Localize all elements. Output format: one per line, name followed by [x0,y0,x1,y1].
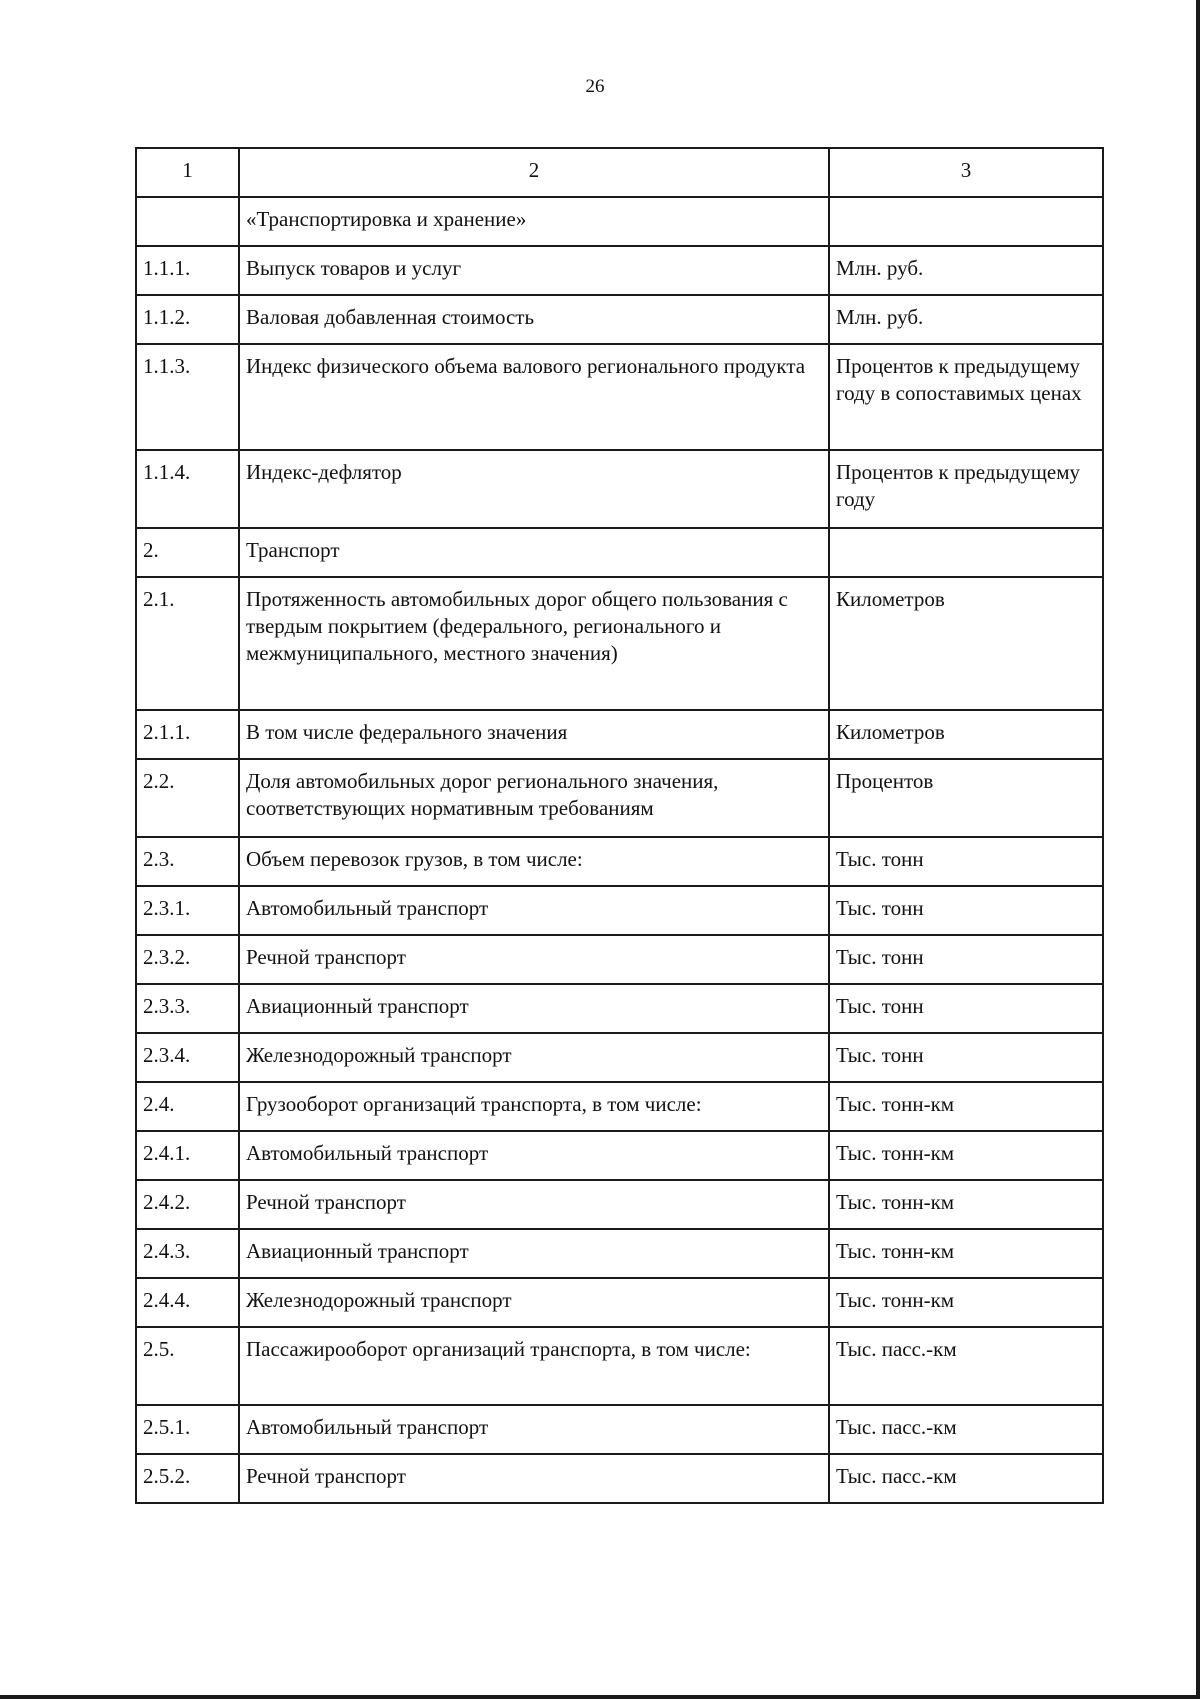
row-number: 2.3.2. [136,935,239,984]
row-number: 2.5. [136,1327,239,1405]
indicators-table [135,147,1104,1504]
row-indicator: Грузооборот организаций транспорта, в том числе: [239,1082,829,1131]
row-indicator: Валовая добавленная стоимость [239,295,829,344]
row-unit: Тыс. тонн [829,1033,1103,1082]
table-row [136,1180,1103,1229]
row-unit: Тыс. пасс.-км [829,1454,1103,1503]
table-row [136,1405,1103,1454]
table-row [136,984,1103,1033]
row-indicator: Протяженность автомобильных дорог общего пользования с твердым покрытием (федерального, регионального и межмуниципального, местного значения) [239,577,829,710]
row-indicator: Автомобильный транспорт [239,1131,829,1180]
row-unit: Тыс. тонн [829,886,1103,935]
row-indicator: Выпуск товаров и услуг [239,246,829,295]
row-number: 2.1.1. [136,710,239,759]
row-indicator: Индекс-дефлятор [239,450,829,528]
row-unit: Процентов [829,759,1103,837]
table-row [136,1327,1103,1405]
table-row [136,1454,1103,1503]
table-row [136,246,1103,295]
row-unit: Километров [829,577,1103,710]
row-indicator: «Транспортировка и хранение» [239,197,829,246]
row-number: 2.5.2. [136,1454,239,1503]
table-row [136,837,1103,886]
row-unit: Тыс. пасс.-км [829,1405,1103,1454]
row-unit: Километров [829,710,1103,759]
table-row [136,710,1103,759]
row-number: 1.1.1. [136,246,239,295]
table-row [136,450,1103,528]
row-unit: Процентов к предыдущему году в сопоставимых ценах [829,344,1103,450]
table-header-row [136,148,1103,197]
row-number: 2. [136,528,239,577]
row-unit: Тыс. тонн [829,984,1103,1033]
row-unit: Тыс. тонн-км [829,1082,1103,1131]
row-unit: Тыс. тонн-км [829,1131,1103,1180]
row-indicator: Пассажирооборот организаций транспорта, в том числе: [239,1327,829,1405]
row-unit: Тыс. тонн [829,837,1103,886]
page-number: 26 [585,76,605,97]
row-number [136,197,239,246]
table-row [136,1033,1103,1082]
row-number: 2.4.2. [136,1180,239,1229]
row-indicator: В том числе федерального значения [239,710,829,759]
row-indicator: Доля автомобильных дорог регионального значения, соответствующих нормативным требованиям [239,759,829,837]
table-row [136,1278,1103,1327]
header-col-2: 2 [239,148,829,197]
header-col-3: 3 [829,148,1103,197]
row-number: 2.5.1. [136,1405,239,1454]
row-indicator: Объем перевозок грузов, в том числе: [239,837,829,886]
table-row [136,1082,1103,1131]
row-number: 2.4.1. [136,1131,239,1180]
row-unit: Тыс. тонн-км [829,1180,1103,1229]
table-body [136,148,1103,1503]
row-indicator: Железнодорожный транспорт [239,1278,829,1327]
row-indicator: Речной транспорт [239,1454,829,1503]
table-row [136,886,1103,935]
row-indicator: Речной транспорт [239,1180,829,1229]
table-row [136,295,1103,344]
row-number: 2.1. [136,577,239,710]
table-row [136,197,1103,246]
row-number: 1.1.3. [136,344,239,450]
row-indicator: Авиационный транспорт [239,1229,829,1278]
row-number: 2.4.4. [136,1278,239,1327]
row-unit: Тыс. тонн-км [829,1229,1103,1278]
row-unit: Млн. руб. [829,246,1103,295]
row-number: 2.4.3. [136,1229,239,1278]
row-number: 2.2. [136,759,239,837]
table-row [136,344,1103,450]
row-number: 2.3.4. [136,1033,239,1082]
row-number: 1.1.2. [136,295,239,344]
table-row [136,577,1103,710]
row-indicator: Железнодорожный транспорт [239,1033,829,1082]
row-indicator: Авиационный транспорт [239,984,829,1033]
scan-edge-bottom [0,1695,1200,1699]
row-number: 2.4. [136,1082,239,1131]
row-indicator: Речной транспорт [239,935,829,984]
row-indicator: Автомобильный транспорт [239,886,829,935]
table-row [136,1131,1103,1180]
table-row [136,759,1103,837]
scan-edge-right [1196,0,1200,1699]
table-row [136,1229,1103,1278]
row-unit [829,528,1103,577]
row-unit: Тыс. тонн-км [829,1278,1103,1327]
row-number: 2.3.1. [136,886,239,935]
row-number: 2.3. [136,837,239,886]
row-unit [829,197,1103,246]
row-indicator: Транспорт [239,528,829,577]
row-number: 2.3.3. [136,984,239,1033]
row-indicator: Индекс физического объема валового регионального продукта [239,344,829,450]
row-unit: Тыс. пасс.-км [829,1327,1103,1405]
row-number: 1.1.4. [136,450,239,528]
row-indicator: Автомобильный транспорт [239,1405,829,1454]
row-unit: Млн. руб. [829,295,1103,344]
header-col-1: 1 [136,148,239,197]
table-row [136,528,1103,577]
table-row [136,935,1103,984]
row-unit: Процентов к предыдущему году [829,450,1103,528]
row-unit: Тыс. тонн [829,935,1103,984]
